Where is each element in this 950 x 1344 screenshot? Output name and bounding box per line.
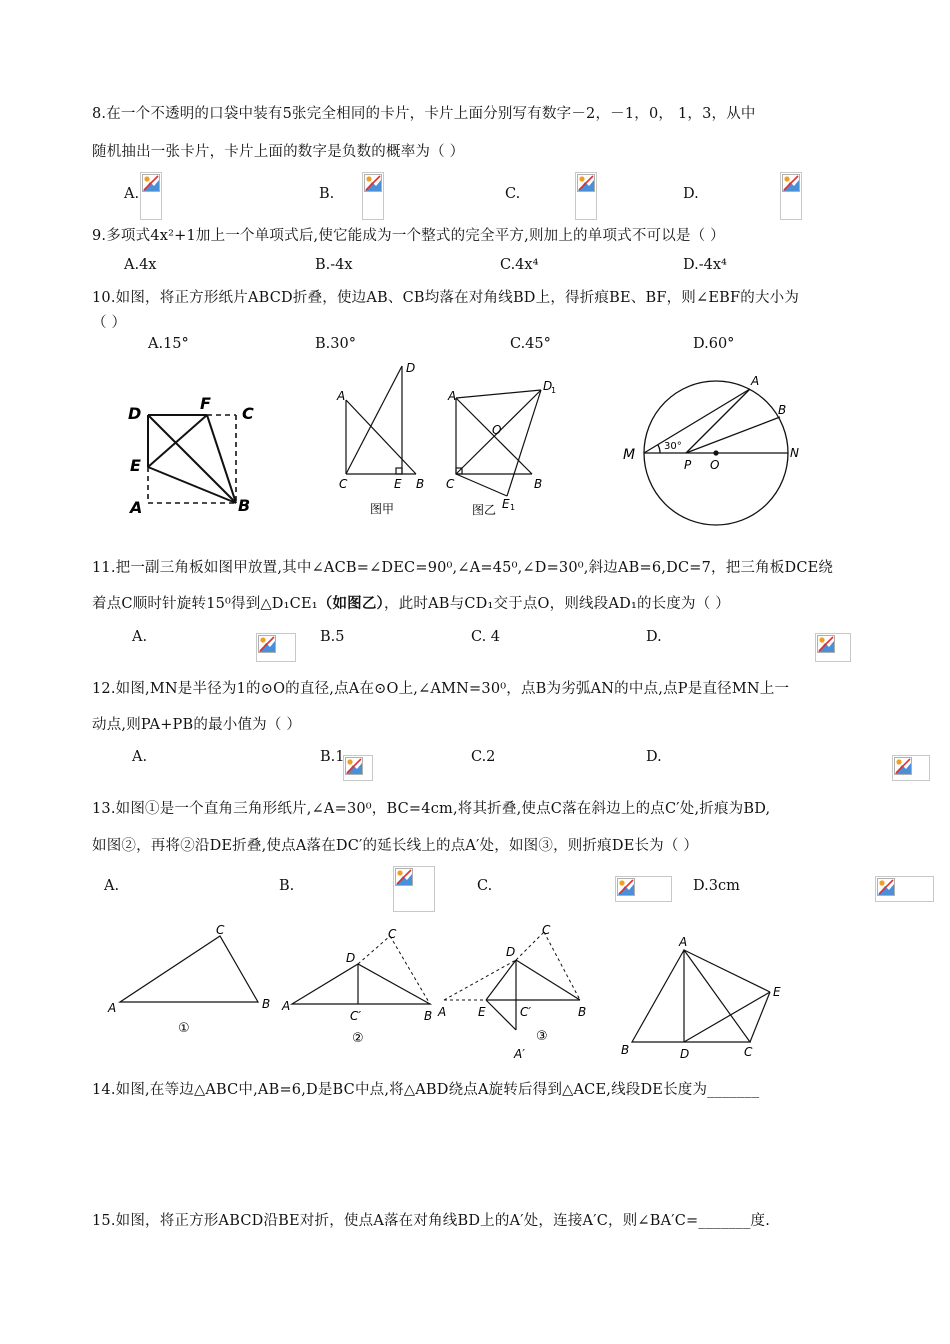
q13-text-line1: 13.如图①是一个直角三角形纸片,∠A=30⁰，BC=4cm,将其折叠,使点C落在斜边上的点C′处,折痕为BD, bbox=[92, 801, 771, 817]
broken-image-icon bbox=[782, 174, 800, 192]
q13-option-b-image bbox=[615, 876, 672, 902]
q13-option-a: A. bbox=[104, 878, 120, 894]
fig-q13-2 bbox=[278, 922, 448, 1052]
q11-line2-part2: （如图乙） bbox=[317, 595, 384, 612]
label-d1-sub: 1 bbox=[551, 386, 557, 395]
caption-yi: 图乙 bbox=[472, 503, 497, 517]
q12-option-b: B.1 bbox=[320, 749, 345, 765]
label-b: B bbox=[424, 1009, 433, 1023]
label-c: C bbox=[542, 923, 551, 937]
label-p: P bbox=[684, 458, 692, 472]
label-o: O bbox=[492, 423, 502, 437]
q11-option-b: B.5 bbox=[320, 629, 345, 645]
q10-option-d: D.60° bbox=[693, 336, 735, 352]
label-d: D bbox=[128, 404, 142, 423]
q8-option-b: B. bbox=[319, 186, 335, 202]
fig-q10-square bbox=[120, 385, 270, 525]
q11-option-d: D. bbox=[646, 629, 662, 645]
q8-option-d: D. bbox=[683, 186, 699, 202]
q11-text-line2 bbox=[92, 592, 730, 613]
q13-option-c: C. bbox=[477, 878, 493, 894]
fig-q14 bbox=[612, 930, 812, 1065]
label-a: A bbox=[751, 374, 760, 388]
label-c-prime: C′ bbox=[350, 1009, 362, 1023]
q12-option-a: A. bbox=[132, 749, 148, 765]
q9-text-line1: 9.多项式4x²+1加上一个单项式后,使它能成为一个整式的完全平方,则加上的单项式不可以是（ ） bbox=[92, 228, 725, 244]
label-n: N bbox=[790, 446, 799, 460]
q13-text-line2: 如图②，再将②沿DE折叠,使点A落在DC′的延长线上的点A′处，如图③，则折痕DE长为（ ） bbox=[92, 838, 699, 854]
label-c-prime: C′ bbox=[520, 1005, 532, 1019]
broken-image-icon bbox=[142, 174, 160, 192]
caption-jia: 图甲 bbox=[370, 502, 395, 516]
caption-2: ② bbox=[352, 1031, 364, 1046]
q8-option-a: A. bbox=[124, 186, 140, 202]
q14-text-line1: 14.如图,在等边△ABC中,AB=6,D是BC中点,将△ABD绕点A旋转后得到△ACE,线段DE长度为_______ bbox=[92, 1082, 760, 1098]
label-o: O bbox=[710, 458, 720, 472]
q10-option-a: A.15° bbox=[148, 336, 189, 352]
fig-jia bbox=[330, 358, 440, 523]
broken-image-icon bbox=[577, 174, 595, 192]
label-a: A bbox=[337, 389, 346, 403]
q12-text-line2: 动点,则PA+PB的最小值为（ ） bbox=[92, 717, 302, 733]
label-b: B bbox=[778, 403, 787, 417]
label-a-prime: A′ bbox=[514, 1047, 525, 1061]
label-e: E bbox=[478, 1005, 486, 1019]
label-a: A bbox=[130, 498, 143, 517]
label-c: C bbox=[339, 477, 348, 491]
label-d: D bbox=[680, 1047, 690, 1061]
label-a: A bbox=[679, 935, 688, 949]
label-e: E bbox=[773, 985, 781, 999]
label-b: B bbox=[534, 477, 543, 491]
label-a: A bbox=[438, 1005, 447, 1019]
q11-option-a-image bbox=[256, 633, 296, 662]
q12-text-line1: 12.如图,MN是半径为1的⊙O的直径,点A在⊙O上,∠AMN=30⁰，点B为劣弧AN的中点,点P是直径MN上一 bbox=[92, 681, 790, 697]
q13-option-b: B. bbox=[279, 878, 295, 894]
label-c: C bbox=[388, 927, 397, 941]
label-b: B bbox=[578, 1005, 587, 1019]
q10-text-line2: （ ） bbox=[92, 315, 127, 331]
fig-q13-3 bbox=[430, 918, 600, 1064]
label-c: C bbox=[744, 1045, 753, 1059]
q8-option-a-image bbox=[140, 172, 162, 220]
q8-option-c-image bbox=[575, 172, 597, 220]
label-b: B bbox=[416, 477, 425, 491]
label-c: C bbox=[242, 404, 254, 423]
label-d: D bbox=[346, 951, 356, 965]
q15-text-line1: 15.如图，将正方形ABCD沿BE对折，使点A落在对角线BD上的A′处，连接A′C，则∠BA′C=_______度. bbox=[92, 1213, 771, 1229]
q11-option-a: A. bbox=[132, 629, 148, 645]
label-e1-sub: 1 bbox=[510, 503, 516, 512]
q11-line2-part1: 着点C顺时针旋转15⁰得到△D₁CE₁ bbox=[92, 596, 318, 612]
q12-option-d: D. bbox=[646, 749, 662, 765]
label-d: D bbox=[506, 945, 516, 959]
label-a: A bbox=[282, 999, 291, 1013]
q11-line2-part3: ，此时AB与CD₁交于点O，则线段AD₁的长度为（ ） bbox=[384, 596, 730, 612]
q10-option-b: B.30° bbox=[315, 336, 356, 352]
q12-option-a-image bbox=[343, 755, 373, 781]
broken-image-icon bbox=[364, 174, 382, 192]
q13-option-d: D.3cm bbox=[693, 878, 740, 894]
q8-text-line1: 8.在一个不透明的口袋中装有5张完全相同的卡片，卡片上面分别写有数字－2，－1，0， 1，3，从中 bbox=[92, 106, 756, 122]
label-b: B bbox=[621, 1043, 630, 1057]
label-d1: D bbox=[543, 379, 553, 393]
label-m: M bbox=[623, 447, 636, 463]
caption-3: ③ bbox=[536, 1029, 548, 1044]
broken-image-icon bbox=[817, 635, 835, 653]
broken-image-icon bbox=[894, 757, 912, 775]
q8-option-d-image bbox=[780, 172, 802, 220]
label-c: C bbox=[446, 477, 455, 491]
q8-option-c: C. bbox=[505, 186, 521, 202]
q10-option-c: C.45° bbox=[510, 336, 551, 352]
broken-image-icon bbox=[345, 757, 363, 775]
broken-image-icon bbox=[617, 878, 635, 896]
fig-q13-1 bbox=[100, 922, 290, 1042]
q8-option-b-image bbox=[362, 172, 384, 220]
label-b: B bbox=[262, 997, 271, 1011]
broken-image-icon bbox=[258, 635, 276, 653]
q13-option-a-image bbox=[393, 866, 435, 912]
q9-option-d: D.-4x⁴ bbox=[683, 257, 727, 273]
label-b: B bbox=[238, 496, 251, 515]
label-a: A bbox=[108, 1001, 117, 1015]
q12-option-c: C.2 bbox=[471, 749, 496, 765]
label-e: E bbox=[130, 456, 141, 475]
q9-option-c: C.4x⁴ bbox=[500, 257, 539, 273]
label-a: A bbox=[448, 389, 457, 403]
label-e: E bbox=[394, 477, 402, 491]
caption-1: ① bbox=[178, 1021, 190, 1036]
q12-option-d-image bbox=[892, 755, 930, 781]
q11-text-line1: 11.把一副三角板如图甲放置,其中∠ACB=∠DEC=90⁰,∠A=45⁰,∠D=30⁰,斜边AB=6,DC=7，把三角板DCE绕 bbox=[92, 560, 834, 576]
q11-option-c: C. 4 bbox=[471, 629, 501, 645]
q9-option-b: B.-4x bbox=[315, 257, 353, 273]
center-dot bbox=[713, 450, 718, 455]
fig-circle bbox=[618, 365, 818, 530]
label-e1: E bbox=[502, 497, 510, 511]
broken-image-icon bbox=[877, 878, 895, 896]
label-f: F bbox=[200, 394, 211, 413]
q10-text-line1: 10.如图，将正方形纸片ABCD折叠，使边AB、CB均落在对角线BD上，得折痕BE、BF，则∠EBF的大小为 bbox=[92, 290, 800, 306]
q8-text-line2: 随机抽出一张卡片，卡片上面的数字是负数的概率为（ ） bbox=[92, 144, 465, 160]
q13-option-c-image bbox=[875, 876, 934, 902]
angle-label: 30° bbox=[664, 441, 682, 452]
broken-image-icon bbox=[395, 868, 413, 886]
q9-option-a: A.4x bbox=[124, 257, 157, 273]
label-d: D bbox=[406, 361, 416, 375]
fig-yi bbox=[440, 372, 570, 522]
q11-option-d-image bbox=[815, 633, 851, 662]
label-c: C bbox=[216, 923, 225, 937]
